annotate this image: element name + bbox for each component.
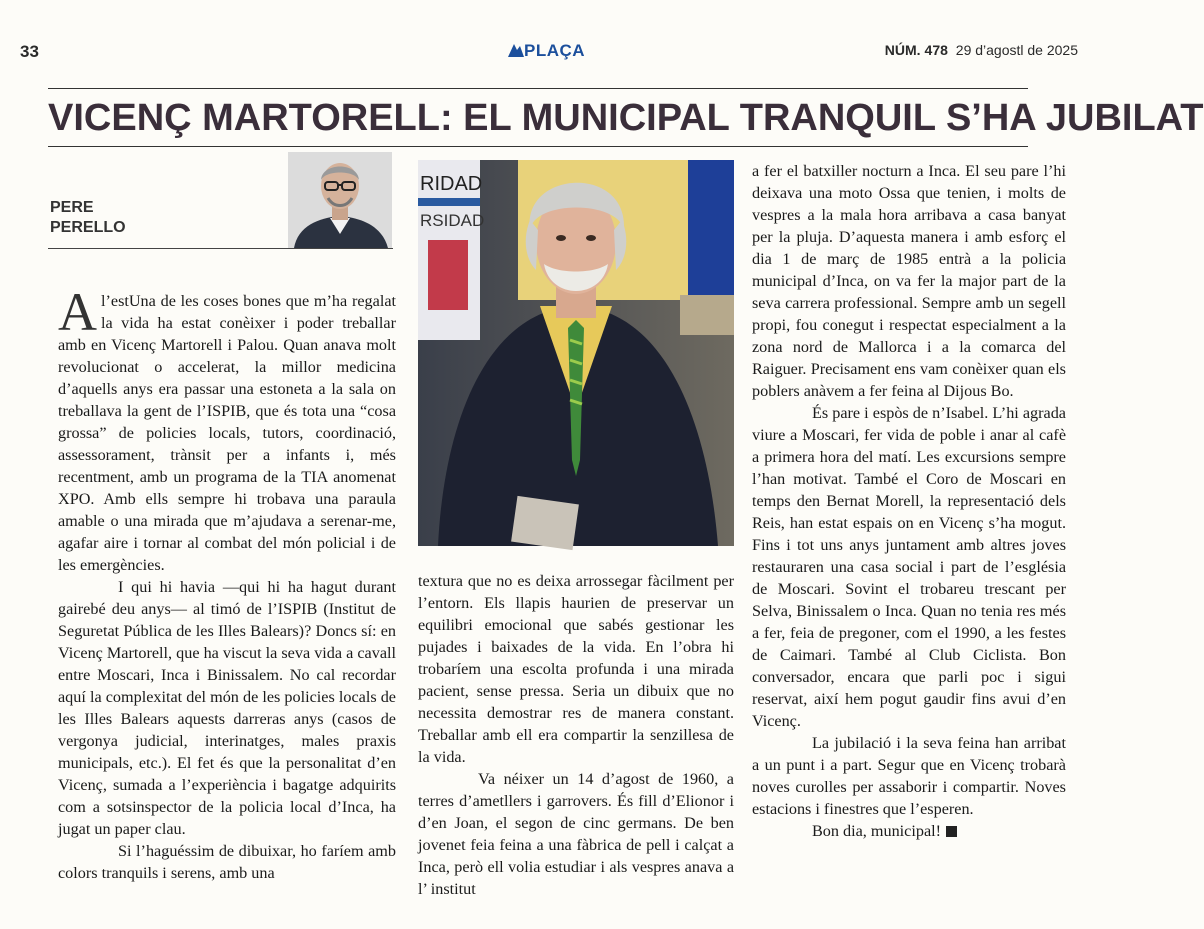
- closing-line: Bon dia, municipal!: [812, 822, 942, 840]
- paragraph: És pare i espòs de n’Isabel. L’hi agrada viure a Moscari, fer vida de poble i anar al cafè a primera hora del matí. Les excursions sempre l’han motivat. També el Coro de Moscari en temps den Bernat Morell, la representació dels Reis, han estat espais on en Vicenç s’ha mogut. Fins i tot uns anys juntament amb altres joves restauraren una casa social i part de l’església de Moscari. Sovint el trobareu trescant per Selva, Binissalem o Inca. Quan no tenia res més a fer, feia de pregoner, com el 1990, a les festes de Caimari. També al Club Ciclista. Bon conversador, encara que parli poc i sigui reservat, així hem pogut gaudir fins avui d’en Vicenç.: [752, 404, 1066, 730]
- logo-text: PLAÇA: [524, 41, 586, 60]
- drop-cap: A: [58, 282, 97, 342]
- photo-sign-text-2: RSIDAD: [420, 211, 485, 230]
- page-number: 33: [20, 42, 39, 61]
- paragraph-text: l’estUna de les coses bones que m’ha regalat la vida ha estat conèixer i poder treballar amb en Vicenç Martorell i Palou. Quan anava molt revolucionat o accelerat, la millor medicina d’aquells anys era passar una estoneta a la sala on treballava la gent de l’ISPIB, que és tota una “cosa grossa” de policies locals, tutors, coordinació, assessorament, trànsit per a infants i, més recentment, amb un programa de la TIA anomenat XPO. Amb ells sempre hi trobava una paraula amable o una mirada que m’ajudava a serenar-me, agafar aire i tornar al combat del món policial i de les emergències.: [58, 292, 396, 574]
- issue-label: NÚM.: [884, 42, 921, 58]
- paragraph: [752, 820, 1066, 842]
- paragraph: Va néixer un 14 d’agost de 1960, a terres d’ametllers i garrovers. És fill d’Elionor i d’en Joan, el segon de cinc germans. De ben jovenet feia feina a una fàbrica de pell i calçat a Inca, però ell volia estudiar i als vespres anava a l’ institut: [418, 770, 734, 898]
- paragraph: a fer el batxiller nocturn a Inca. El seu pare l’hi deixava una moto Ossa que tenien, i molts de vespres a la mala hora arribava a casa banyat per la pluja. D’aquesta manera i amb esforç el dia 1 de març de 1985 entrà a la policia municipal d’Inca, on va fer la major part de la seva carrera professional. Sempre amb un segell propi, fou conegut i respectat especialment a la zona nord de Mallorca i a la comarca del Raiguer. Precisament ens vam conèixer quan els poblers anàvem a fer feina al Dijous Bo.: [752, 162, 1066, 400]
- paragraph: textura que no es deixa arrossegar fàcilment per l’entorn. Els llapis haurien de preservar un equilibri emocional que sabés gestionar les pujades i baixades de la vida. En l’obra hi trobaríem una escolta profunda i una mirada pacient, sense pressa. Seria un dibuix que no necessita demostrar res de manera constant. Treballar amb ell era compartir la senzillesa de la vida.: [418, 572, 734, 766]
- issue-number: 478: [924, 42, 948, 58]
- paragraph: La jubilació i la seva feina han arribat a un punt i a part. Segur que en Vicenç trobarà noves curolles per assaborir i compartir. Noves estacions i finestres que l’esperen.: [752, 734, 1066, 818]
- header-rule: [48, 88, 1028, 89]
- article-column-1: [58, 282, 396, 884]
- title-subject: EL MUNICIPAL TRANQUIL S’HA JUBILAT: [452, 97, 1204, 139]
- author-rule: [48, 248, 393, 249]
- paragraph: I qui hi havia —qui hi ha hagut durant gairebé deu anys— al timó de l’ISPIB (Institut de Seguretat Pública de les Illes Balears)? Doncs sí: en Vicenç Martorell, que ha viscut la seva vida a cavall entre Moscari, Inca i Binissalem. No cal recordar aquí la complexitat del món de les policies locals de les Illes Balears aquests darreras anys (casos de vergonya judicial, interinatges, males praxis municipals, etc.). El fet és que la personalitat d’en Vicenç, sumada a l’experiència i bagatge adquirits com a sotsinspector de la policia local d’Inca, ha jugat un paper clau.: [58, 578, 396, 838]
- article-column-2: [418, 570, 734, 900]
- photo-sign-text-1: RIDAD: [420, 173, 483, 195]
- author-last-name: PERELLO: [50, 219, 126, 236]
- title-rule: [48, 146, 1028, 147]
- logo-mark-icon: [508, 44, 524, 57]
- article-photo-illustration: [418, 160, 734, 546]
- title-name: VICENÇ MARTORELL:: [48, 97, 453, 139]
- article-title: [48, 93, 1204, 143]
- paragraph: [58, 282, 396, 576]
- article-column-3: [752, 160, 1066, 842]
- issue-info: [885, 42, 1078, 58]
- issue-date: 29 d’agostl de 2025: [955, 42, 1078, 58]
- author-portrait: [288, 152, 392, 248]
- author-name: [50, 198, 126, 238]
- paragraph: Si l’haguéssim de dibuixar, ho faríem amb colors tranquils i serens, amb una: [58, 842, 396, 882]
- author-first-name: PERE: [50, 199, 94, 216]
- page-header: [0, 38, 1096, 68]
- end-of-article-icon: [946, 826, 957, 837]
- article-photo: [418, 160, 734, 546]
- author-portrait-illustration: [288, 152, 392, 248]
- publication-logo: [508, 41, 585, 61]
- author-byline: [48, 152, 393, 248]
